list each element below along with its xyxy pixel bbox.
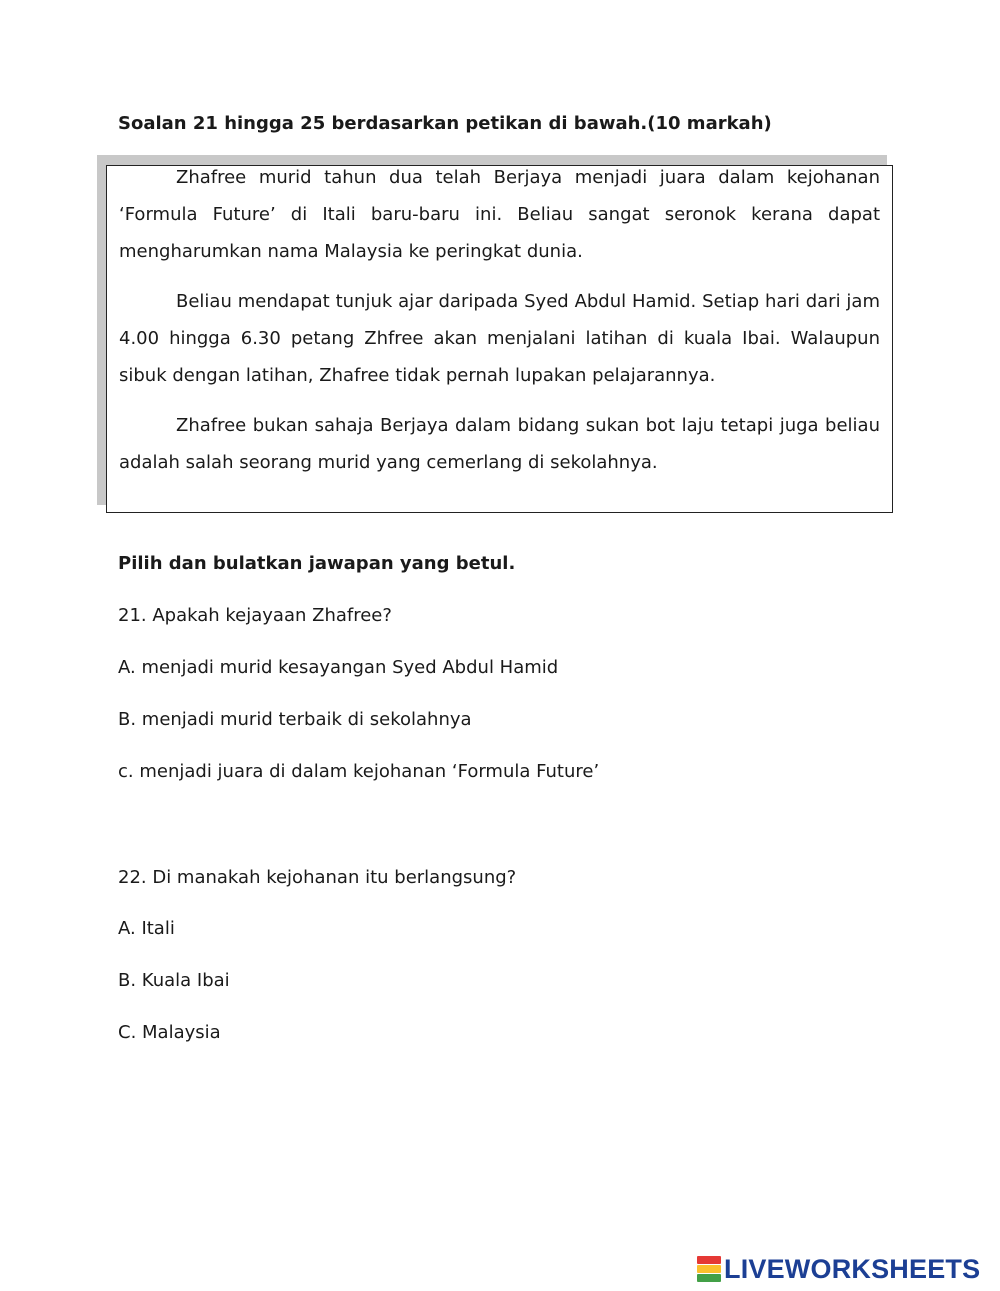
question-21-option-c[interactable]: c. menjadi juara di dalam kejohanan ‘Formula Future’ (118, 761, 600, 782)
question-21-option-b[interactable]: B. menjadi murid terbaik di sekolahnya (118, 709, 472, 730)
question-22: 22. Di manakah kejohanan itu berlangsung? (118, 867, 517, 888)
question-22-option-b[interactable]: B. Kuala Ibai (118, 970, 230, 991)
passage-paragraph-2: Beliau mendapat tunjuk ajar daripada Syed Abdul Hamid. Setiap hari dari jam 4.00 hingga 6.30 petang Zhfree akan menjalani latihan di kuala Ibai. Walaupun sibuk dengan latihan, Zhafree tidak pernah lupakan pelajarannya. (119, 291, 880, 386)
passage-paragraph-1: Zhafree murid tahun dua telah Berjaya menjadi juara dalam kejohanan ‘Formula Future’ di Itali baru-baru ini. Beliau sangat seronok kerana dapat mengharumkan nama Malaysia ke peringkat dunia. (119, 167, 880, 262)
logo-mark-bar-3 (697, 1274, 721, 1282)
passage-paragraph-3: Zhafree bukan sahaja Berjaya dalam bidang sukan bot laju tetapi juga beliau adalah salah seorang murid yang cemerlang di sekolahnya. (119, 415, 880, 473)
question-21: 21. Apakah kejayaan Zhafree? (118, 605, 392, 626)
logo-text: LIVEWORKSHEETS (724, 1253, 981, 1284)
instruction-text: Pilih dan bulatkan jawapan yang betul. (118, 553, 516, 574)
logo-mark-bar-2 (697, 1265, 721, 1273)
reading-passage (106, 165, 893, 513)
question-22-option-a[interactable]: A. Itali (118, 918, 175, 939)
liveworksheets-logo (697, 1255, 980, 1283)
question-22-option-c[interactable]: C. Malaysia (118, 1022, 221, 1043)
question-21-option-a[interactable]: A. menjadi murid kesayangan Syed Abdul Hamid (118, 657, 559, 678)
page-title: Soalan 21 hingga 25 berdasarkan petikan di bawah.(10 markah) (118, 113, 772, 134)
logo-mark-icon (697, 1256, 721, 1283)
logo-mark-bar-1 (697, 1256, 721, 1264)
